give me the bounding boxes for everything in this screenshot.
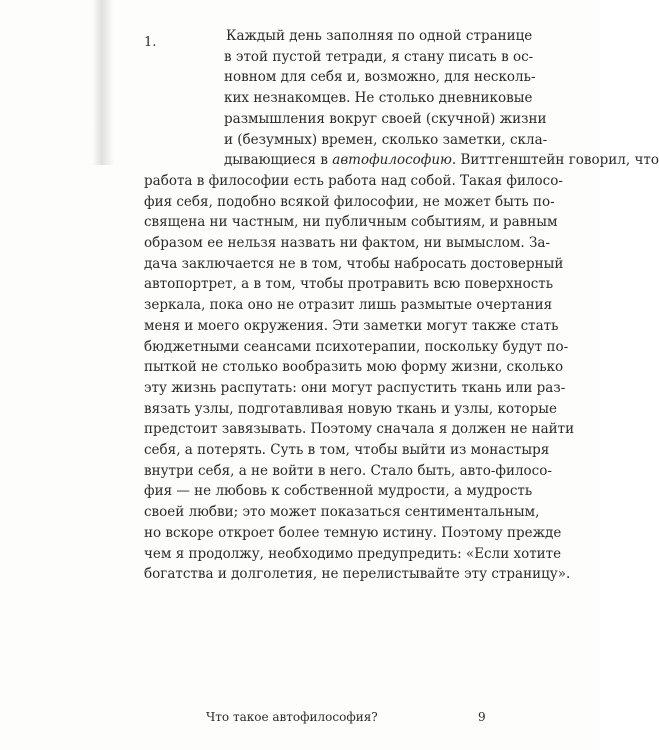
text-line — [144, 67, 536, 88]
text-run: богатства и долголетия, не перелистывайте эту страницу». — [144, 566, 571, 583]
text-line — [144, 337, 569, 358]
text-run: зеркала, пока оно не отразит лишь размытые очертания — [144, 297, 553, 314]
text-line — [144, 88, 533, 109]
text-line — [144, 399, 557, 420]
text-run: священа ни частным, ни публичным событиям, и равным — [144, 214, 558, 231]
text-line — [144, 461, 552, 482]
body-paragraph — [144, 26, 659, 585]
text-line — [144, 419, 575, 440]
text-run: дывающиеся в — [224, 152, 333, 169]
running-title: Что такое автофилософия? — [206, 710, 378, 724]
text-run: себя, а потерять. Суть в том, чтобы выйти из монастыря — [144, 442, 550, 459]
text-line — [144, 502, 540, 523]
text-line — [144, 254, 564, 275]
text-run: но вскоре откроет более темную истину. Поэтому прежде — [144, 524, 562, 541]
text-run: вязать узлы, подготавливая новую ткань и узлы, которые — [144, 400, 557, 417]
text-line — [144, 274, 554, 295]
text-run: дача заключается не в том, чтобы набросать достоверный — [144, 255, 564, 272]
section-number: 1. — [144, 35, 157, 50]
text-run: предстоит завязывать. Поэтому сначала я должен не найти — [144, 421, 575, 438]
text-line — [144, 481, 533, 502]
text-run: в этой пустой тетради, я стану писать в ос- — [224, 48, 534, 65]
italic-term: автофилософию — [332, 152, 452, 169]
text-run: образом ее нельзя назвать ни фактом, ни вымыслом. За- — [144, 235, 551, 252]
text-run: внутри себя, а не войти в него. Стало быть, авто-филосо- — [144, 462, 552, 479]
text-line — [144, 47, 534, 68]
text-run: бюджетными сеансами психотерапии, поскольку будут по- — [144, 338, 569, 355]
binding-shadow — [92, 0, 114, 165]
text-line — [144, 192, 555, 213]
text-line — [144, 378, 566, 399]
text-line — [144, 233, 551, 254]
text-run: . Виттгенштейн говорил, что — [451, 152, 659, 169]
text-run: размышления вокруг своей (скучной) жизни — [224, 110, 547, 127]
text-run: фия — не любовь к собственной мудрости, а мудрость — [144, 483, 533, 500]
text-line — [144, 523, 562, 544]
text-run: пыткой не столько вообразить мою форму жизни, сколько — [144, 359, 564, 376]
text-run: эту жизнь распутать: они могут распустить ткань или раз- — [144, 379, 566, 396]
text-line — [144, 316, 559, 337]
text-line — [144, 109, 547, 130]
text-line — [144, 150, 659, 171]
text-run: меня и моего окружения. Эти заметки могут также стать — [144, 317, 559, 334]
text-run: чем я продолжу, необходимо предупредить: «Если хотите — [144, 545, 562, 562]
text-run: Каждый день заполняя по одной странице — [226, 28, 533, 44]
text-line — [144, 171, 563, 192]
page-number: 9 — [478, 710, 486, 724]
text-line — [144, 544, 562, 565]
text-line — [144, 564, 571, 585]
text-run: фия себя, подобно всякой философии, не может быть по- — [144, 193, 555, 210]
text-line — [144, 212, 558, 233]
text-run: автопортрет, а в том, чтобы протравить всю поверхность — [144, 276, 554, 293]
text-run: работа в философии есть работа над собой. Такая филосо- — [144, 172, 563, 189]
text-line — [144, 357, 564, 378]
text-line — [144, 295, 553, 316]
text-line — [144, 26, 533, 47]
text-run: и (безумных) времен, сколько заметки, скла- — [224, 131, 548, 148]
text-line — [144, 440, 550, 461]
text-run: своей любви; это может показаться сентиментальным, — [144, 504, 540, 521]
text-line — [144, 130, 548, 151]
text-run: новном для себя и, возможно, для несколь- — [224, 69, 536, 86]
text-run: ких незнакомцев. Не столько дневниковые — [224, 90, 533, 107]
